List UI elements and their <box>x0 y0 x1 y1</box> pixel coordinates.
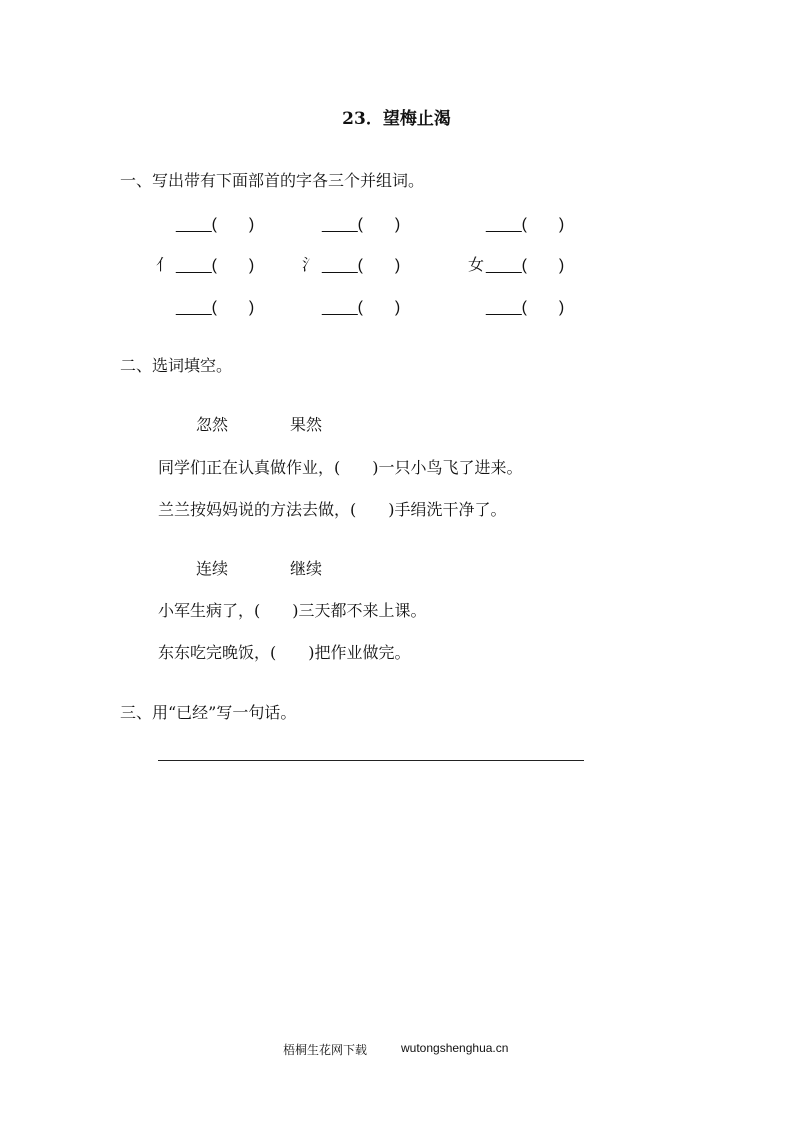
radical-woman: 女 <box>468 255 485 274</box>
word-option: 继续 <box>290 559 323 578</box>
answer-line[interactable] <box>158 760 584 761</box>
section3-heading: 三、用“已经”写一句话。 <box>120 703 297 722</box>
fill-sentence[interactable]: 东东吃完晚饭，( )把作业做完。 <box>158 643 411 662</box>
fill-sentence[interactable]: 同学们正在认真做作业，( )一只小鸟飞了进来。 <box>158 458 523 477</box>
blank-cell[interactable]: ____( ) <box>322 216 401 233</box>
radical-water: 氵 <box>302 255 319 274</box>
blank-cell[interactable]: ____( ) <box>322 299 401 316</box>
footer-site-name: 梧桐生花网下载 <box>283 1043 368 1057</box>
word-option: 忽然 <box>196 415 229 434</box>
blank-cell[interactable]: ____( ) <box>176 299 255 316</box>
section2-heading: 二、选词填空。 <box>120 356 233 375</box>
section1-heading: 一、写出带有下面部首的字各三个并组词。 <box>120 171 425 190</box>
footer-url[interactable]: wutongshenghua.cn <box>401 1041 509 1055</box>
blank-cell[interactable]: ____( ) <box>322 257 401 274</box>
fill-sentence[interactable]: 兰兰按妈妈说的方法去做，( )手绢洗干净了。 <box>158 500 507 519</box>
page-title: 23．望梅止渴 <box>342 109 451 129</box>
blank-cell[interactable]: ____( ) <box>486 257 565 274</box>
word-option: 果然 <box>290 415 323 434</box>
blank-cell[interactable]: ____( ) <box>176 257 255 274</box>
blank-cell[interactable]: ____( ) <box>486 299 565 316</box>
fill-sentence[interactable]: 小军生病了，( )三天都不来上课。 <box>158 601 427 620</box>
radical-person: 亻 <box>156 255 173 274</box>
word-option: 连续 <box>196 559 229 578</box>
blank-cell[interactable]: ____( ) <box>486 216 565 233</box>
blank-cell[interactable]: ____( ) <box>176 216 255 233</box>
